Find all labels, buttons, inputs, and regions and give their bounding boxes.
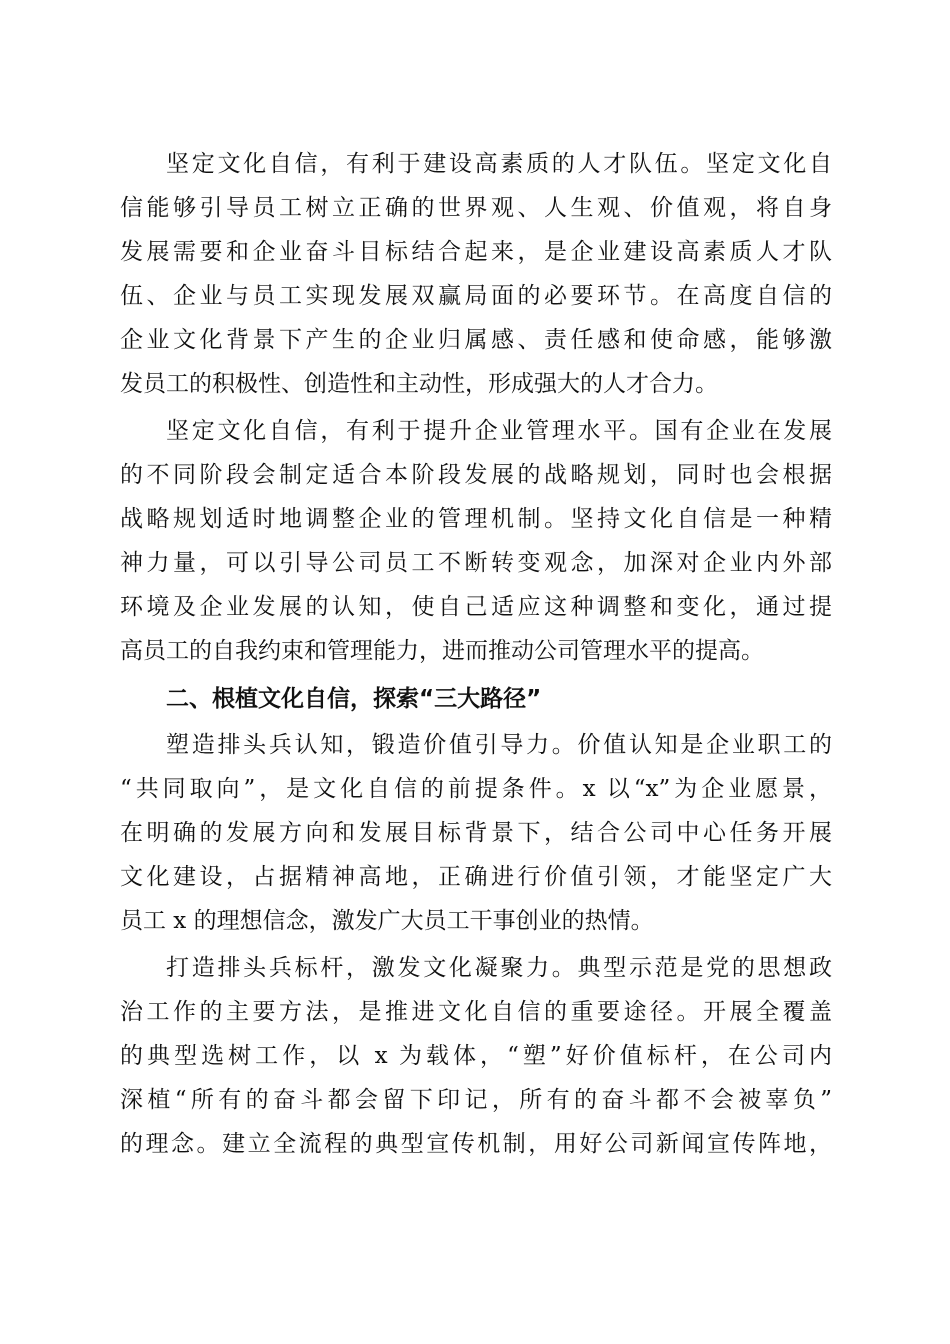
paragraph-4-line: 的理念。建立全流程的典型宣传机制，用好公司新闻宣传阵地，	[120, 1131, 832, 1157]
paragraph-1-line: 坚定文化自信，有利于建设高素质的人才队伍。坚定文化自	[166, 151, 832, 177]
paragraph-4-line: 的典型选树工作，以 x 为载体，“塑”好价值标杆，在公司内	[120, 1043, 832, 1069]
paragraph-1-line: 信能够引导员工树立正确的世界观、人生观、价值观，将自身	[120, 195, 832, 221]
paragraph-2-line: 坚定文化自信，有利于提升企业管理水平。国有企业在发展	[166, 418, 832, 444]
paragraph-2-line: 高员工的自我约束和管理能力，进而推动公司管理水平的提高。	[120, 638, 764, 664]
paragraph-1-line: 企业文化背景下产生的企业归属感、责任感和使命感，能够激	[120, 327, 832, 353]
paragraph-1-line: 伍、企业与员工实现发展双赢局面的必要环节。在高度自信的	[120, 283, 832, 309]
paragraph-3-line: 塑造排头兵认知，锻造价值引导力。价值认知是企业职工的	[166, 732, 832, 758]
paragraph-3-line: 员工 x 的理想信念，激发广大员工干事创业的热情。	[120, 908, 654, 934]
paragraph-2-line: 战略规划适时地调整企业的管理机制。坚持文化自信是一种精	[120, 506, 832, 532]
paragraph-4-line: 治工作的主要方法，是推进文化自信的重要途径。开展全覆盖	[120, 999, 832, 1025]
paragraph-2-line: 的不同阶段会制定适合本阶段发展的战略规划，同时也会根据	[120, 462, 832, 488]
paragraph-4-line: 打造排头兵标杆，激发文化凝聚力。典型示范是党的思想政	[166, 955, 832, 981]
paragraph-1-line: 发员工的积极性、创造性和主动性，形成强大的人才合力。	[120, 371, 718, 397]
paragraph-1-line: 发展需要和企业奋斗目标结合起来，是企业建设高素质人才队	[120, 239, 832, 265]
paragraph-4-line: 深植“所有的奋斗都会留下印记，所有的奋斗都不会被辜负”	[120, 1087, 832, 1113]
paragraph-3-line: “共同取向”，是文化自信的前提条件。x 以“x”为企业愿景，	[120, 776, 832, 802]
section-heading: 二、根植文化自信，探索“三大路径”	[166, 686, 542, 712]
paragraph-3-line: 文化建设，占据精神高地，正确进行价值引领，才能坚定广大	[120, 864, 832, 890]
paragraph-2-line: 神力量，可以引导公司员工不断转变观念，加深对企业内外部	[120, 550, 832, 576]
paragraph-2-line: 环境及企业发展的认知，使自己适应这种调整和变化，通过提	[120, 594, 832, 620]
paragraph-3-line: 在明确的发展方向和发展目标背景下，结合公司中心任务开展	[120, 820, 832, 846]
